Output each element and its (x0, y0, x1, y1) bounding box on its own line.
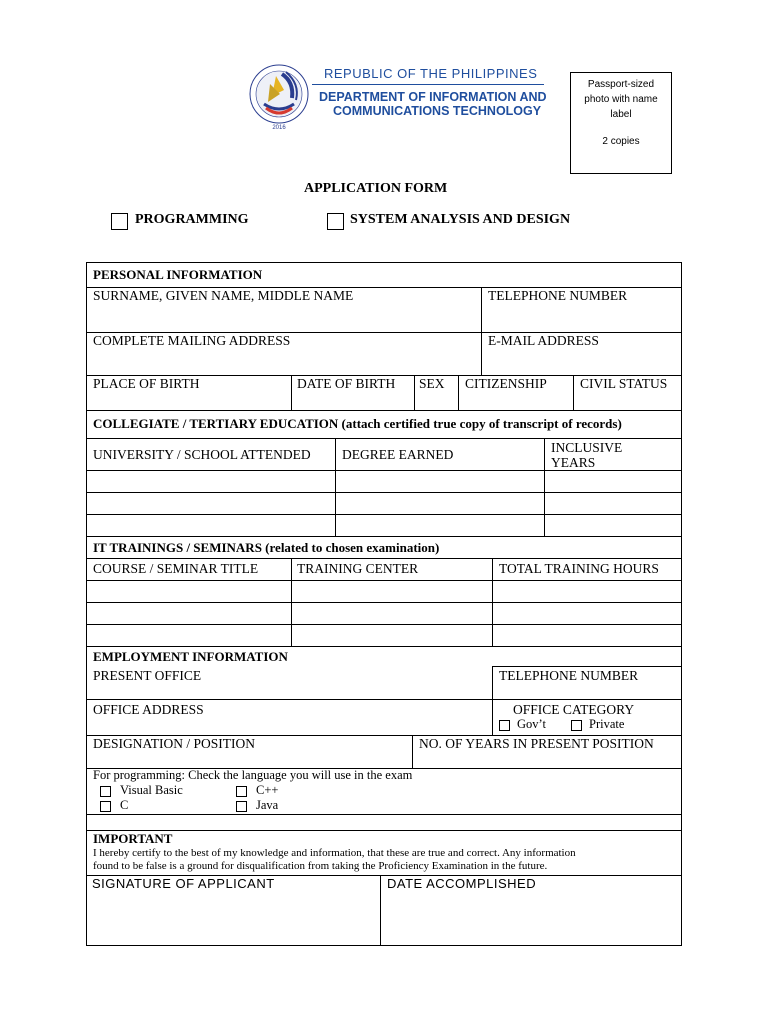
photo-box-line: label (610, 109, 632, 120)
photo-box-line: Passport-sized (587, 79, 655, 90)
school-attended-label: UNIVERSITY / SCHOOL ATTENDED (93, 447, 311, 462)
office-category-label: OFFICE CATEGORY (513, 702, 635, 717)
present-office-label: PRESENT OFFICE (93, 668, 202, 683)
java-label: Java (256, 798, 279, 812)
email-field-label: E-MAIL ADDRESS (488, 333, 599, 348)
visual-basic-checkbox[interactable] (100, 786, 111, 797)
visual-basic-label: Visual Basic (120, 783, 183, 797)
c-checkbox[interactable] (100, 801, 111, 812)
course-title-label: COURSE / SEMINAR TITLE (93, 561, 259, 576)
c-label: C (120, 798, 129, 812)
signature-applicant-label: SIGNATURE OF APPLICANT (92, 876, 275, 891)
department-line1: DEPARTMENT OF INFORMATION AND (319, 90, 547, 104)
republic-heading: REPUBLIC OF THE PHILIPPINES (324, 66, 538, 81)
mailing-address-label: COMPLETE MAILING ADDRESS (93, 333, 291, 348)
employment-heading: EMPLOYMENT INFORMATION (93, 649, 288, 664)
seal-year: 2016 (272, 125, 286, 131)
education-heading: COLLEGIATE / TERTIARY EDUCATION (attach certified true copy of transcript of records) (93, 416, 622, 431)
office-telephone-label: TELEPHONE NUMBER (499, 668, 639, 683)
training-hours-label: TOTAL TRAINING HOURS (499, 561, 659, 576)
office-address-label: OFFICE ADDRESS (93, 702, 204, 717)
years-position-label: NO. OF YEARS IN PRESENT POSITION (419, 736, 654, 751)
degree-earned-label: DEGREE EARNED (342, 447, 454, 462)
photo-box-line: photo with name (584, 94, 658, 105)
trainings-heading: IT TRAININGS / SEMINARS (related to chosen examination) (93, 540, 440, 555)
inclusive-years-label (551, 440, 622, 470)
govt-checkbox[interactable] (499, 720, 510, 731)
inclusive-years-line: YEARS (551, 455, 596, 470)
programming-label: PROGRAMMING (135, 212, 249, 227)
inclusive-years-line: INCLUSIVE (551, 440, 623, 455)
form-title: APPLICATION FORM (304, 181, 448, 196)
date-accomplished-label: DATE ACCOMPLISHED (387, 876, 537, 891)
personal-info-heading: PERSONAL INFORMATION (93, 267, 263, 282)
telephone-field-label: TELEPHONE NUMBER (488, 288, 628, 303)
programming-instruction: For programming: Check the language you will use in the exam (93, 768, 413, 782)
sex-label: SEX (419, 376, 445, 391)
civil-status-label: CIVIL STATUS (580, 376, 668, 391)
certification-line2: found to be false is a ground for disqualification from taking the Proficiency Examination in the future. (93, 860, 548, 872)
cpp-label: C++ (256, 783, 279, 797)
important-heading: IMPORTANT (93, 831, 173, 846)
certification-line1: I hereby certify to the best of my knowledge and information, that these are true and correct. Any information (93, 847, 576, 859)
training-center-label: TRAINING CENTER (297, 561, 419, 576)
private-label: Private (589, 717, 625, 731)
name-field-label: SURNAME, GIVEN NAME, MIDDLE NAME (93, 288, 354, 303)
photo-box-copies: 2 copies (602, 136, 640, 147)
cpp-checkbox[interactable] (236, 786, 247, 797)
govt-label: Gov’t (517, 717, 546, 731)
java-checkbox[interactable] (236, 801, 247, 812)
system-analysis-label: SYSTEM ANALYSIS AND DESIGN (350, 212, 571, 227)
private-checkbox[interactable] (571, 720, 582, 731)
date-of-birth-label: DATE OF BIRTH (297, 376, 396, 391)
place-of-birth-label: PLACE OF BIRTH (93, 376, 200, 391)
citizenship-label: CITIZENSHIP (465, 376, 547, 391)
designation-label: DESIGNATION / POSITION (93, 736, 255, 751)
department-line2: COMMUNICATIONS TECHNOLOGY (333, 104, 542, 118)
